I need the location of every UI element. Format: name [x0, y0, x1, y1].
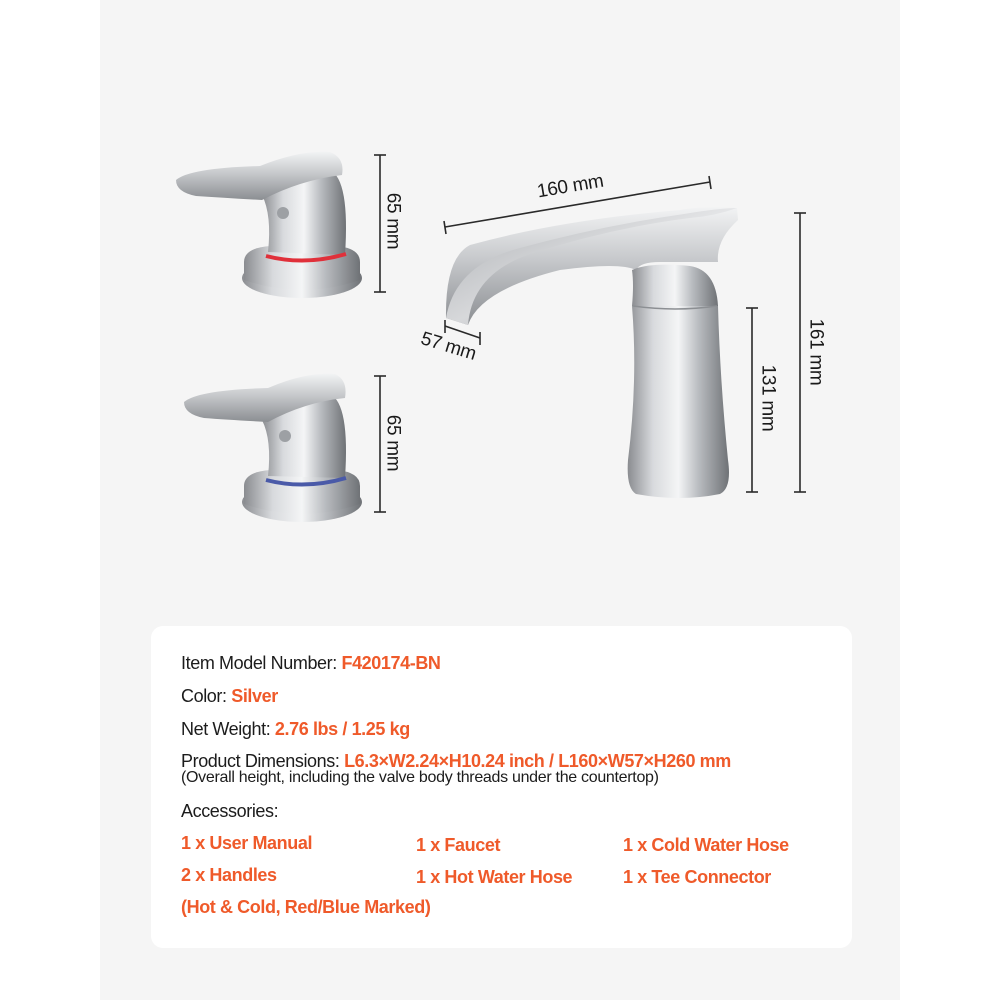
cold-handle-height-label: 65 mm — [382, 414, 404, 472]
hot-handle-image — [176, 152, 362, 298]
spec-weight-value: 2.76 lbs / 1.25 kg — [274, 719, 410, 739]
accessory-item-note: (Hot & Cold, Red/Blue Marked) — [181, 897, 431, 917]
accessories-heading: Accessories: — [181, 801, 279, 821]
spec-model-label: Item Model Number: — [181, 653, 342, 673]
spec-dimensions-note: (Overall height, including the valve body threads under the countertop) — [181, 769, 659, 786]
faucet-total-height-label: 161 mm — [805, 318, 827, 386]
spec-model — [181, 653, 441, 674]
accessory-item: 1 x Tee Connector — [623, 867, 771, 887]
faucet-image — [446, 207, 738, 498]
spec-color — [181, 686, 278, 707]
accessory-item: 1 x Faucet — [416, 835, 501, 855]
faucet-body-height-label: 131 mm — [757, 364, 779, 432]
spec-model-value: F420174-BN — [341, 653, 441, 673]
spout-length-label: 160 mm — [535, 170, 606, 203]
accessory-item: 1 x Cold Water Hose — [623, 835, 789, 855]
spec-color-label: Color: — [181, 686, 232, 706]
spec-weight-label: Net Weight: — [181, 719, 275, 739]
spec-color-value: Silver — [231, 686, 278, 706]
cold-handle-image — [184, 374, 362, 522]
spec-weight — [181, 719, 410, 740]
spec-dimensions-value: L6.3×W2.24×H10.24 inch / L160×W57×H260 mm — [344, 751, 731, 771]
spec-card — [151, 626, 852, 948]
accessory-item: 1 x User Manual — [181, 833, 313, 853]
accessory-item: 1 x Hot Water Hose — [416, 867, 573, 887]
hot-handle-height-label: 65 mm — [382, 192, 404, 250]
spec-dimensions-label: Product Dimensions: — [181, 751, 345, 771]
accessory-item: 2 x Handles — [181, 865, 277, 885]
spout-width-label: 57 mm — [418, 328, 479, 365]
